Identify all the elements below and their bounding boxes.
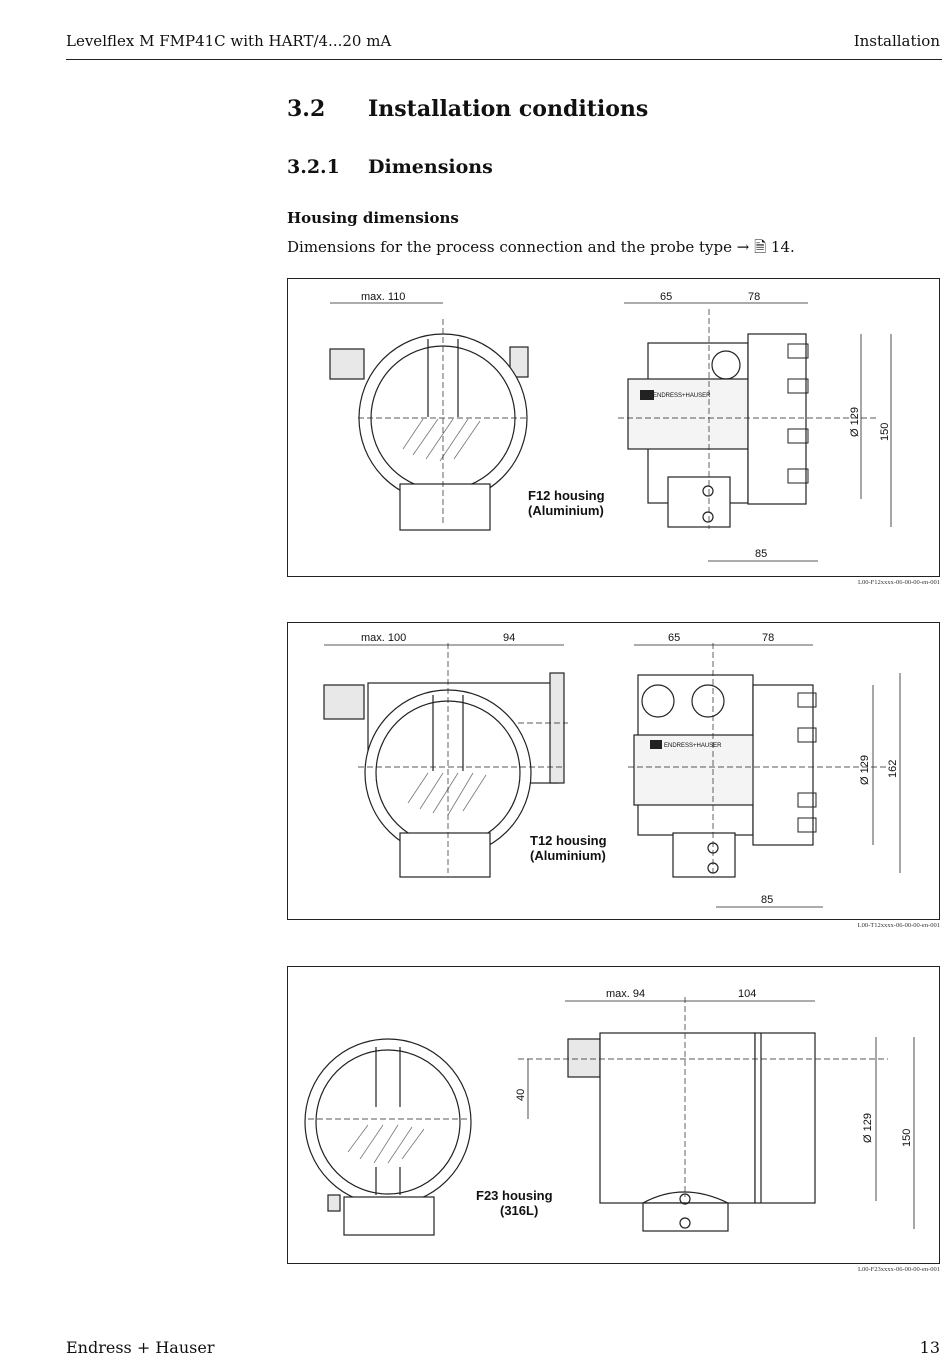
caption-f23: L00-F23xxxx-06-00-00-en-001 xyxy=(858,1266,940,1273)
housing-text: Dimensions for the process connection and the probe type → 🗎 14. xyxy=(287,238,795,256)
dim-diameter-129: Ø 129 xyxy=(859,755,871,785)
dim-40: 40 xyxy=(515,1088,527,1101)
section-number: 3.2 xyxy=(287,96,326,122)
dim-162: 162 xyxy=(887,759,899,778)
f12-label-2: (Aluminium) xyxy=(528,503,604,518)
dim-diameter-129: Ø 129 xyxy=(849,407,861,437)
section-title: Installation conditions xyxy=(368,96,649,122)
f23-label-2: (316L) xyxy=(500,1203,539,1218)
dim-85: 85 xyxy=(761,894,774,906)
t12-drawing xyxy=(288,623,941,921)
f23-label-1: F23 housing xyxy=(476,1188,553,1203)
dim-max-94: max. 94 xyxy=(606,988,646,1000)
dim-78: 78 xyxy=(762,632,775,644)
dim-85: 85 xyxy=(755,548,768,560)
t12-label-1: T12 housing xyxy=(530,833,607,848)
figure-t12 xyxy=(287,622,940,920)
caption-f12: L00-F12xxxx-06-00-00-en-001 xyxy=(858,579,940,586)
header-section: Installation xyxy=(853,32,940,50)
figure-f23 xyxy=(287,966,940,1264)
dim-78: 78 xyxy=(748,291,761,303)
header-rule xyxy=(66,59,942,60)
page-number: 13 xyxy=(919,1338,940,1357)
eh-logo-icon xyxy=(650,740,662,749)
f12-drawing xyxy=(288,279,941,578)
dim-65: 65 xyxy=(660,291,673,303)
footer-brand: Endress + Hauser xyxy=(66,1338,215,1357)
t12-label-2: (Aluminium) xyxy=(530,848,606,863)
caption-t12: L00-T12xxxx-06-00-00-en-001 xyxy=(857,922,940,929)
brand-label: ENDRESS+HAUSER xyxy=(664,743,722,749)
dim-104: 104 xyxy=(738,988,757,1000)
housing-heading: Housing dimensions xyxy=(287,209,459,227)
header-doc-title: Levelflex M FMP41C with HART/4...20 mA xyxy=(66,32,392,50)
brand-label: ENDRESS+HAUSER xyxy=(653,393,711,399)
figure-f12 xyxy=(287,278,940,577)
dim-max-110: max. 110 xyxy=(361,291,406,303)
dim-150: 150 xyxy=(901,1128,913,1147)
subsection-title: Dimensions xyxy=(368,156,493,178)
dim-diameter-129: Ø 129 xyxy=(862,1113,874,1143)
subsection-number: 3.2.1 xyxy=(287,156,340,178)
dim-65: 65 xyxy=(668,632,681,644)
eh-logo-icon xyxy=(640,390,654,400)
dim-94: 94 xyxy=(503,632,516,644)
dim-150: 150 xyxy=(879,422,891,441)
dim-max-100: max. 100 xyxy=(361,632,407,644)
f12-label-1: F12 housing xyxy=(528,488,605,503)
f23-drawing xyxy=(288,967,941,1265)
